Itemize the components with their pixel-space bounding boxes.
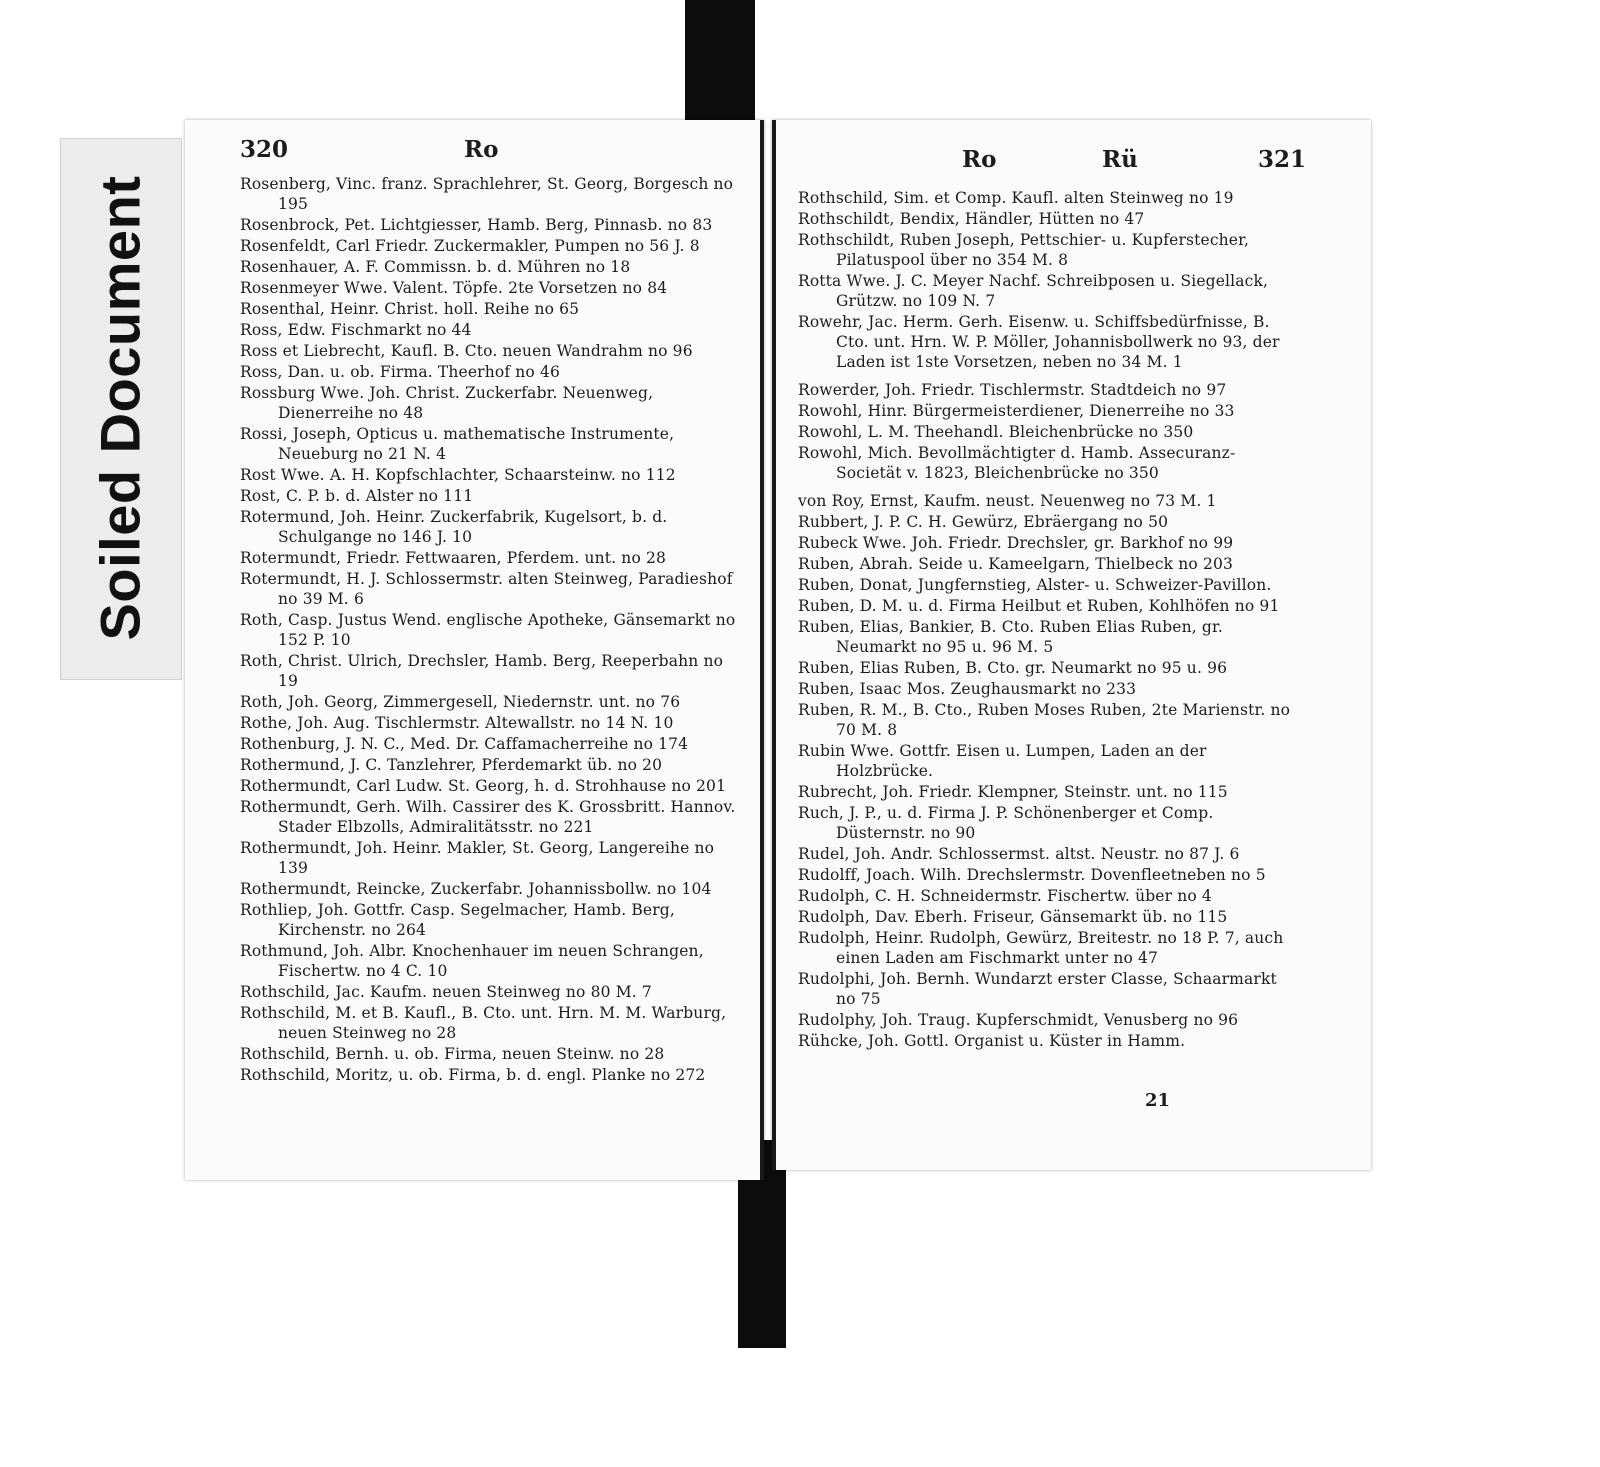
directory-entry: Rothschild, Sim. et Comp. Kaufl. alten Steinweg no 19 (798, 189, 1234, 207)
directory-entry: Rühcke, Joh. Gottl. Organist u. Küster in Hamm. (798, 1032, 1186, 1050)
directory-entry: Ruben, R. M., B. Cto., Ruben Moses Ruben, 2te Marienstr. no 70 M. 8 (798, 701, 1291, 739)
directory-entry: Rothschildt, Bendix, Händler, Hütten no 47 (798, 210, 1145, 228)
directory-entry: Rotta Wwe. J. C. Meyer Nachf. Schreibposen u. Siegellack, Grützw. no 109 N. 7 (798, 272, 1269, 310)
directory-entry: Rothenburg, J. N. C., Med. Dr. Caffamacherreihe no 174 (240, 735, 689, 753)
directory-entry: Roth, Christ. Ulrich, Drechsler, Hamb. Berg, Reeperbahn no 19 (240, 652, 724, 690)
directory-entry: Rothermundt, Carl Ludw. St. Georg, h. d. Strohhause no 201 (240, 777, 727, 795)
binding-strip-top (685, 0, 755, 140)
left-directory-list (240, 174, 740, 1086)
directory-entry: Rowohl, Mich. Bevollmächtigter d. Hamb. Assecuranz-Societät v. 1823, Bleichenbrücke no 350 (798, 444, 1236, 482)
directory-entry: Ross, Edw. Fischmarkt no 44 (240, 321, 472, 339)
directory-entry: Rubeck Wwe. Joh. Friedr. Drechsler, gr. Barkhof no 99 (798, 534, 1234, 552)
directory-entry: Rosenfeldt, Carl Friedr. Zuckermakler, Pumpen no 56 J. 8 (240, 237, 700, 255)
directory-entry: Rowohl, L. M. Theehandl. Bleichenbrücke no 350 (798, 423, 1194, 441)
directory-entry: Rothschild, Bernh. u. ob. Firma, neuen Steinw. no 28 (240, 1045, 665, 1063)
directory-entry: Rudolph, C. H. Schneidermstr. Fischertw. über no 4 (798, 887, 1212, 905)
directory-entry: Rothmund, Joh. Albr. Knochenhauer im neuen Schrangen, Fischertw. no 4 C. 10 (240, 942, 704, 980)
directory-entry: von Roy, Ernst, Kaufm. neust. Neuenweg no 73 M. 1 (798, 492, 1217, 510)
directory-entry: Ruben, Elias, Bankier, B. Cto. Ruben Elias Ruben, gr. Neumarkt no 95 u. 96 M. 5 (798, 618, 1223, 656)
right-directory-list (798, 188, 1298, 1052)
directory-entry: Rotermund, Joh. Heinr. Zuckerfabrik, Kugelsort, b. d. Schulgange no 146 J. 10 (240, 508, 668, 546)
directory-entry: Rothermund, J. C. Tanzlehrer, Pferdemarkt üb. no 20 (240, 756, 663, 774)
directory-entry: Rosenberg, Vinc. franz. Sprachlehrer, St. Georg, Borgesch no 195 (240, 175, 734, 213)
directory-entry: Rotermundt, H. J. Schlossermstr. alten Steinweg, Paradieshof no 39 M. 6 (240, 570, 733, 608)
directory-entry: Rudolff, Joach. Wilh. Drechslermstr. Dovenfleetneben no 5 (798, 866, 1266, 884)
directory-entry: Rotermundt, Friedr. Fettwaaren, Pferdem. unt. no 28 (240, 549, 667, 567)
directory-entry: Ruch, J. P., u. d. Firma J. P. Schönenberger et Comp. Düsternstr. no 90 (798, 804, 1214, 842)
directory-entry: Rothermundt, Joh. Heinr. Makler, St. Georg, Langereihe no 139 (240, 839, 715, 877)
directory-entry: Ross et Liebrecht, Kaufl. B. Cto. neuen Wandrahm no 96 (240, 342, 693, 360)
directory-entry: Rosenmeyer Wwe. Valent. Töpfe. 2te Vorsetzen no 84 (240, 279, 668, 297)
directory-entry: Rubbert, J. P. C. H. Gewürz, Ebräergang no 50 (798, 513, 1169, 531)
directory-entry: Rothe, Joh. Aug. Tischlermstr. Altewallstr. no 14 N. 10 (240, 714, 674, 732)
right-running-head-left: Ro (962, 146, 997, 173)
directory-entry: Rudolph, Heinr. Rudolph, Gewürz, Breitestr. no 18 P. 7, auch einen Laden am Fischmarkt unter no 47 (798, 929, 1284, 967)
directory-entry: Rowohl, Hinr. Bürgermeisterdiener, Dienerreihe no 33 (798, 402, 1235, 420)
left-running-head: Ro (464, 136, 499, 163)
directory-entry: Rosenthal, Heinr. Christ. holl. Reihe no 65 (240, 300, 580, 318)
directory-entry: Rothliep, Joh. Gottfr. Casp. Segelmacher, Hamb. Berg, Kirchenstr. no 264 (240, 901, 675, 939)
label-text: Soiled Document (88, 175, 152, 641)
directory-entry: Roth, Joh. Georg, Zimmergesell, Niedernstr. unt. no 76 (240, 693, 681, 711)
directory-entry: Rudolphi, Joh. Bernh. Wundarzt erster Classe, Schaarmarkt no 75 (798, 970, 1277, 1008)
directory-entry: Ruben, Isaac Mos. Zeughausmarkt no 233 (798, 680, 1137, 698)
directory-entry: Rosenbrock, Pet. Lichtgiesser, Hamb. Berg, Pinnasb. no 83 (240, 216, 713, 234)
signature-mark: 21 (1145, 1090, 1171, 1111)
directory-entry: Rossi, Joseph, Opticus u. mathematische Instrumente, Neueburg no 21 N. 4 (240, 425, 675, 463)
directory-entry: Rudel, Joh. Andr. Schlossermst. altst. Neustr. no 87 J. 6 (798, 845, 1240, 863)
directory-entry: Rothermundt, Reincke, Zuckerfabr. Johannissbollw. no 104 (240, 880, 712, 898)
directory-entry: Rost Wwe. A. H. Kopfschlachter, Schaarsteinw. no 112 (240, 466, 676, 484)
directory-entry: Rubin Wwe. Gottfr. Eisen u. Lumpen, Laden an der Holzbrücke. (798, 742, 1207, 780)
directory-entry: Rothschild, M. et B. Kaufl., B. Cto. unt. Hrn. M. M. Warburg, neuen Steinweg no 28 (240, 1004, 727, 1042)
right-running-head-right: Rü (1102, 146, 1138, 173)
directory-entry: Rothschild, Moritz, u. ob. Firma, b. d. engl. Planke no 272 (240, 1066, 706, 1084)
directory-entry: Rudolph, Dav. Eberh. Friseur, Gänsemarkt üb. no 115 (798, 908, 1228, 926)
directory-entry: Roth, Casp. Justus Wend. englische Apotheke, Gänsemarkt no 152 P. 10 (240, 611, 736, 649)
directory-entry: Rowehr, Jac. Herm. Gerh. Eisenw. u. Schiffsbedürfnisse, B. Cto. unt. Hrn. W. P. Möller, Johannisbollwerk no 93, der Laden ist 1ste Vorsetzen, neben no 34 M. 1 (798, 313, 1280, 371)
directory-entry: Ruben, Elias Ruben, B. Cto. gr. Neumarkt no 95 u. 96 (798, 659, 1228, 677)
right-page-number: 321 (1258, 146, 1307, 173)
directory-entry: Ross, Dan. u. ob. Firma. Theerhof no 46 (240, 363, 560, 381)
directory-entry: Rosenhauer, A. F. Commissn. b. d. Mühren no 18 (240, 258, 631, 276)
directory-entry: Rothschild, Jac. Kaufm. neuen Steinweg no 80 M. 7 (240, 983, 652, 1001)
directory-entry: Rudolphy, Joh. Traug. Kupferschmidt, Venusberg no 96 (798, 1011, 1239, 1029)
directory-entry: Ruben, Donat, Jungfernstieg, Alster- u. Schweizer-Pavillon. (798, 576, 1272, 594)
directory-entry: Rossburg Wwe. Joh. Christ. Zuckerfabr. Neuenweg, Dienerreihe no 48 (240, 384, 654, 422)
directory-entry: Rost, C. P. b. d. Alster no 111 (240, 487, 474, 505)
left-page-number: 320 (240, 136, 289, 163)
directory-entry: Ruben, Abrah. Seide u. Kameelgarn, Thielbeck no 203 (798, 555, 1234, 573)
directory-entry: Rothermundt, Gerh. Wilh. Cassirer des K. Grossbritt. Hannov. Stader Elbzolls, Admiralitätsstr. no 221 (240, 798, 736, 836)
directory-entry: Rowerder, Joh. Friedr. Tischlermstr. Stadtdeich no 97 (798, 381, 1227, 399)
directory-entry: Rubrecht, Joh. Friedr. Klempner, Steinstr. unt. no 115 (798, 783, 1228, 801)
directory-entry: Rothschildt, Ruben Joseph, Pettschier- u. Kupferstecher, Pilatuspool über no 354 M. 8 (798, 231, 1250, 269)
directory-entry: Ruben, D. M. u. d. Firma Heilbut et Ruben, Kohlhöfen no 91 (798, 597, 1280, 615)
